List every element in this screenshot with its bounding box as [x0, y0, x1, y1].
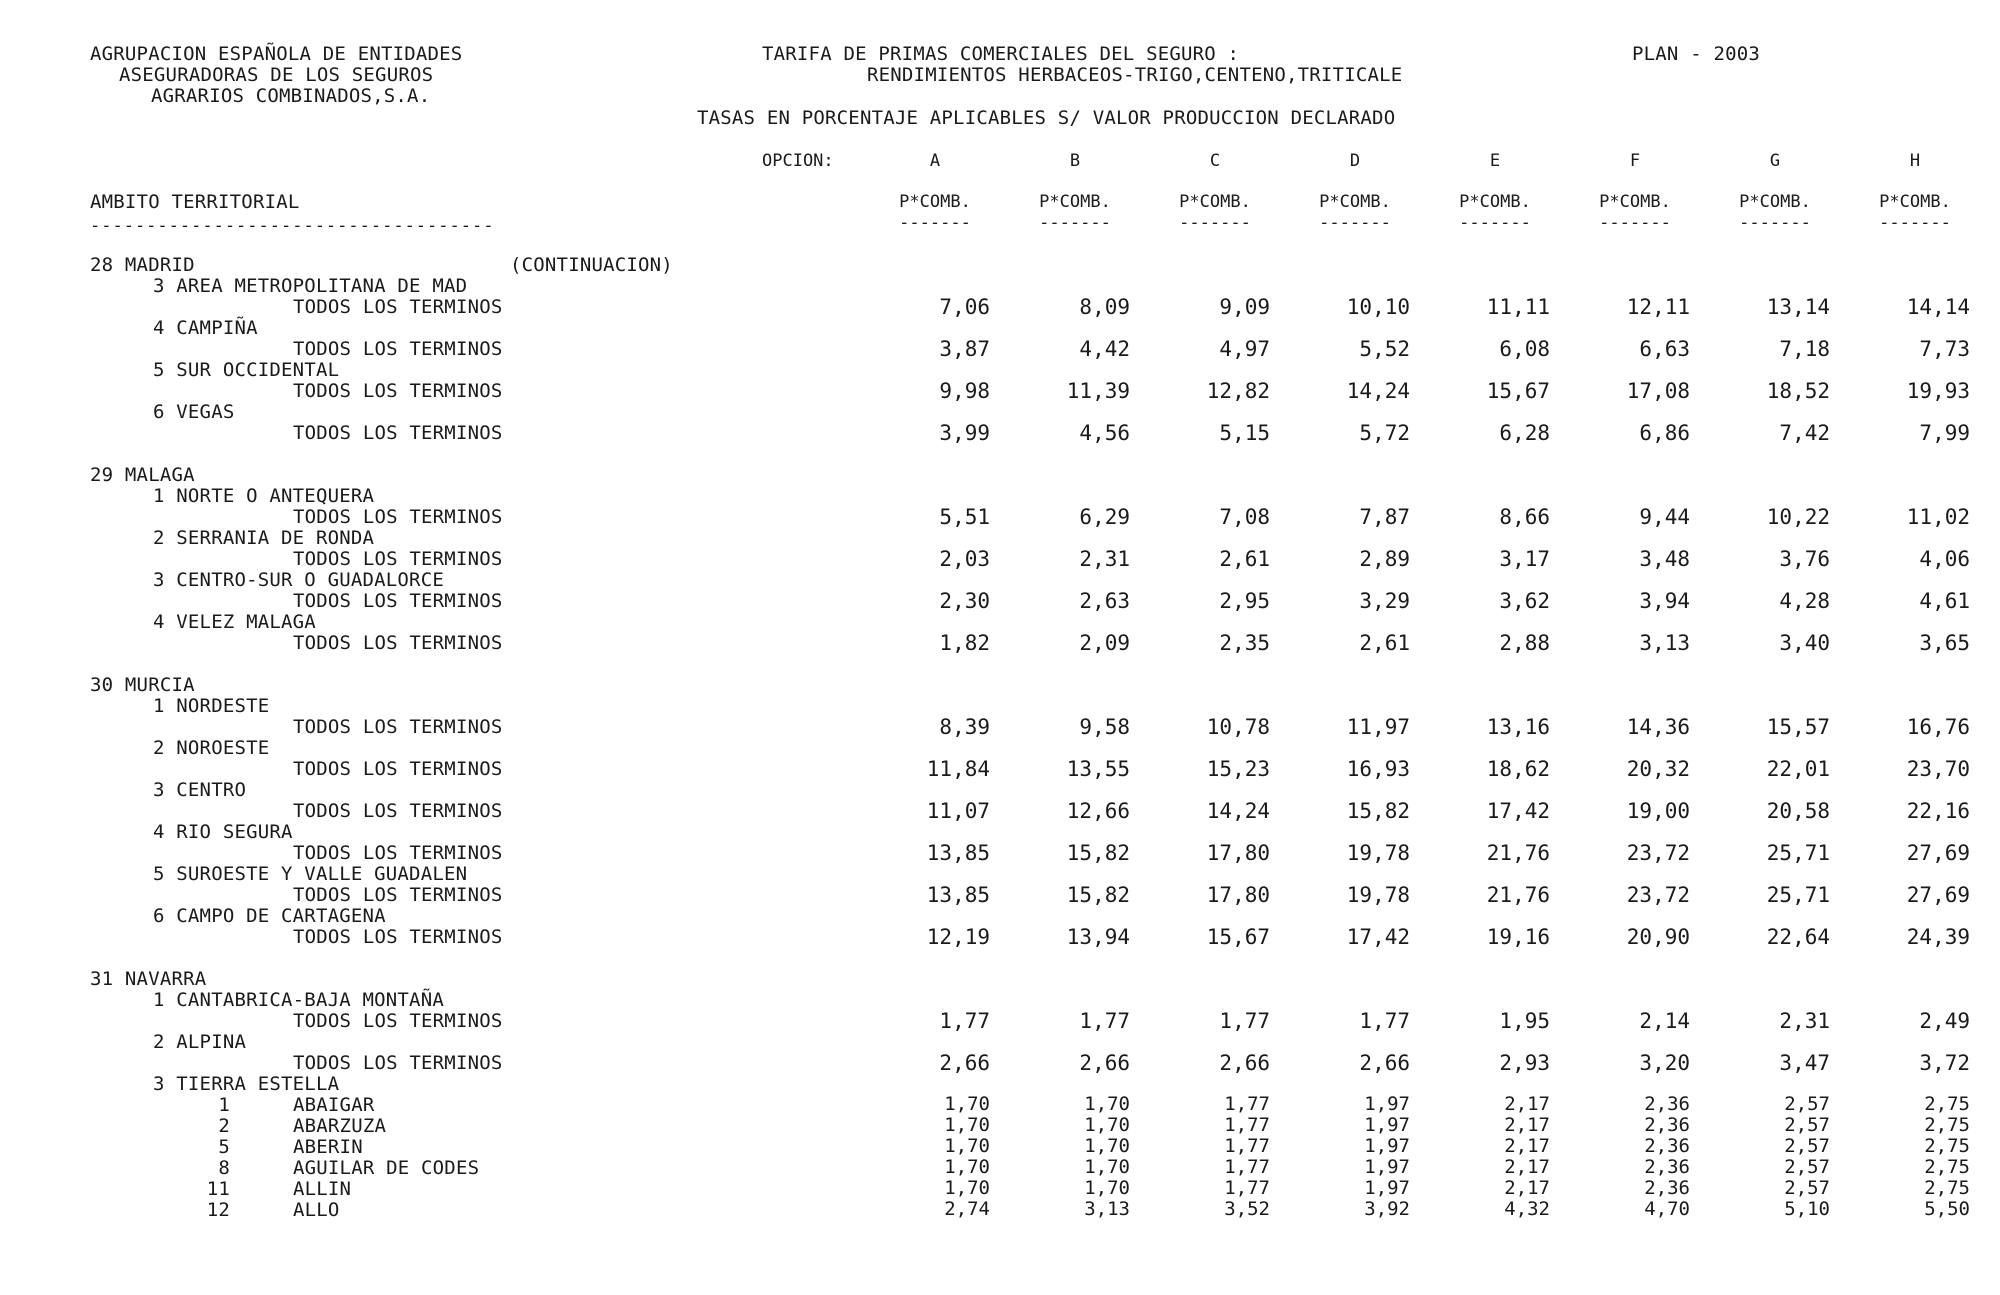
rate-value-b: 2,63	[1079, 589, 1130, 613]
term-label: TODOS LOS TERMINOS	[293, 632, 503, 654]
rate-value-c: 12,82	[1206, 379, 1270, 403]
province-label: 30 MURCIA	[90, 674, 195, 696]
rate-value-d: 1,97	[1364, 1093, 1410, 1115]
rate-value-h: 11,02	[1906, 505, 1970, 529]
rate-value-f: 20,90	[1626, 925, 1690, 949]
comarca-label: 2 NOROESTE	[153, 737, 270, 759]
rate-value-a: 1,82	[939, 631, 990, 655]
term-label: TODOS LOS TERMINOS	[293, 590, 503, 612]
rate-value-g: 15,57	[1766, 715, 1830, 739]
municipality-code: 8	[218, 1157, 230, 1179]
column-header-underline: -------	[1599, 213, 1671, 233]
option-letter-g: G	[1769, 151, 1781, 171]
rate-value-f: 2,36	[1644, 1135, 1690, 1157]
plan-label: PLAN - 2003	[1632, 43, 1761, 65]
rate-value-f: 12,11	[1626, 295, 1690, 319]
rate-value-c: 2,95	[1219, 589, 1270, 613]
rate-value-e: 6,28	[1499, 421, 1550, 445]
rate-value-c: 1,77	[1219, 1009, 1270, 1033]
rate-value-b: 1,70	[1084, 1135, 1130, 1157]
column-header-p-comb: P*COMB.	[1459, 192, 1531, 212]
column-header-p-comb: P*COMB.	[1879, 192, 1951, 212]
rate-value-a: 12,19	[926, 925, 990, 949]
rate-value-b: 2,66	[1079, 1051, 1130, 1075]
comarca-label: 1 CANTABRICA-BAJA MONTAÑA	[153, 989, 444, 1011]
rate-value-g: 20,58	[1766, 799, 1830, 823]
rate-value-c: 1,77	[1224, 1156, 1270, 1178]
rate-value-b: 1,70	[1084, 1156, 1130, 1178]
term-label: TODOS LOS TERMINOS	[293, 338, 503, 360]
comarca-label: 2 SERRANIA DE RONDA	[153, 527, 375, 549]
rate-value-h: 27,69	[1906, 883, 1970, 907]
term-label: TODOS LOS TERMINOS	[293, 422, 503, 444]
rate-value-a: 1,70	[944, 1135, 990, 1157]
rate-value-g: 25,71	[1766, 841, 1830, 865]
rate-value-f: 6,86	[1639, 421, 1690, 445]
rate-value-d: 1,97	[1364, 1177, 1410, 1199]
rate-value-h: 2,75	[1924, 1135, 1970, 1157]
column-header-p-comb: P*COMB.	[1739, 192, 1811, 212]
rate-value-b: 15,82	[1066, 841, 1130, 865]
term-label: TODOS LOS TERMINOS	[293, 506, 503, 528]
rate-value-h: 2,49	[1919, 1009, 1970, 1033]
rate-value-f: 2,36	[1644, 1156, 1690, 1178]
rate-value-a: 5,51	[939, 505, 990, 529]
rate-value-d: 17,42	[1346, 925, 1410, 949]
rate-value-c: 2,66	[1219, 1051, 1270, 1075]
rate-value-a: 1,70	[944, 1114, 990, 1136]
comarca-label: 6 VEGAS	[153, 401, 235, 423]
org-name-line3: AGRARIOS COMBINADOS,S.A.	[151, 85, 431, 107]
rate-value-c: 15,23	[1206, 757, 1270, 781]
term-label: TODOS LOS TERMINOS	[293, 926, 503, 948]
rate-value-c: 7,08	[1219, 505, 1270, 529]
rate-value-g: 2,57	[1784, 1177, 1830, 1199]
column-header-underline: -------	[1459, 213, 1531, 233]
rate-value-h: 23,70	[1906, 757, 1970, 781]
rate-value-g: 25,71	[1766, 883, 1830, 907]
rate-value-g: 2,31	[1779, 1009, 1830, 1033]
rate-value-e: 19,16	[1486, 925, 1550, 949]
rate-value-d: 14,24	[1346, 379, 1410, 403]
rate-value-a: 3,99	[939, 421, 990, 445]
rate-value-d: 2,61	[1359, 631, 1410, 655]
rate-value-e: 2,93	[1499, 1051, 1550, 1075]
rate-value-d: 7,87	[1359, 505, 1410, 529]
term-label: TODOS LOS TERMINOS	[293, 1010, 503, 1032]
rate-value-f: 14,36	[1626, 715, 1690, 739]
rate-value-h: 4,61	[1919, 589, 1970, 613]
rate-value-c: 1,77	[1224, 1114, 1270, 1136]
org-name-line2: ASEGURADORAS DE LOS SEGUROS	[119, 64, 434, 86]
rate-value-e: 4,32	[1504, 1198, 1550, 1220]
rate-value-h: 27,69	[1906, 841, 1970, 865]
rate-value-h: 2,75	[1924, 1177, 1970, 1199]
rates-subtitle: TASAS EN PORCENTAJE APLICABLES S/ VALOR PRODUCCION DECLARADO	[697, 107, 1396, 129]
rate-value-b: 6,29	[1079, 505, 1130, 529]
column-header-p-comb: P*COMB.	[899, 192, 971, 212]
rate-value-g: 3,40	[1779, 631, 1830, 655]
rate-value-a: 13,85	[926, 841, 990, 865]
rate-value-b: 8,09	[1079, 295, 1130, 319]
rate-value-b: 4,42	[1079, 337, 1130, 361]
rate-value-g: 2,57	[1784, 1135, 1830, 1157]
rate-value-a: 2,66	[939, 1051, 990, 1075]
rate-value-d: 1,77	[1359, 1009, 1410, 1033]
rate-value-a: 2,30	[939, 589, 990, 613]
rate-value-a: 7,06	[939, 295, 990, 319]
tariff-title-line2: RENDIMIENTOS HERBACEOS-TRIGO,CENTENO,TRITICALE	[867, 64, 1403, 86]
rate-value-c: 9,09	[1219, 295, 1270, 319]
rate-value-e: 13,16	[1486, 715, 1550, 739]
ambito-underline: ------------------------------------	[90, 216, 495, 236]
rate-value-b: 2,31	[1079, 547, 1130, 571]
column-header-underline: -------	[1879, 213, 1951, 233]
rate-value-a: 2,03	[939, 547, 990, 571]
rate-value-d: 10,10	[1346, 295, 1410, 319]
rate-value-g: 3,47	[1779, 1051, 1830, 1075]
rate-value-c: 2,35	[1219, 631, 1270, 655]
comarca-label: 1 NORDESTE	[153, 695, 270, 717]
option-letter-a: A	[929, 151, 941, 171]
rate-value-f: 19,00	[1626, 799, 1690, 823]
rate-value-b: 3,13	[1084, 1198, 1130, 1220]
rate-value-d: 1,97	[1364, 1156, 1410, 1178]
ambito-territorial-label: AMBITO TERRITORIAL	[90, 191, 300, 213]
rate-value-c: 5,15	[1219, 421, 1270, 445]
rate-value-e: 21,76	[1486, 883, 1550, 907]
rate-value-c: 2,61	[1219, 547, 1270, 571]
column-header-underline: -------	[899, 213, 971, 233]
rate-value-f: 4,70	[1644, 1198, 1690, 1220]
org-name-line1: AGRUPACION ESPAÑOLA DE ENTIDADES	[90, 43, 463, 65]
rate-value-b: 9,58	[1079, 715, 1130, 739]
rate-value-d: 16,93	[1346, 757, 1410, 781]
rate-value-a: 1,77	[939, 1009, 990, 1033]
rate-value-c: 17,80	[1206, 841, 1270, 865]
rate-value-e: 8,66	[1499, 505, 1550, 529]
rate-value-h: 2,75	[1924, 1156, 1970, 1178]
rate-value-a: 13,85	[926, 883, 990, 907]
municipality-code: 2	[218, 1115, 230, 1137]
rate-value-e: 2,17	[1504, 1156, 1550, 1178]
rate-value-b: 4,56	[1079, 421, 1130, 445]
comarca-label: 3 AREA METROPOLITANA DE MAD	[153, 275, 468, 297]
province-label: 31 NAVARRA	[90, 968, 207, 990]
rate-value-f: 6,63	[1639, 337, 1690, 361]
term-label: TODOS LOS TERMINOS	[293, 380, 503, 402]
rate-value-f: 2,36	[1644, 1093, 1690, 1115]
rate-value-g: 2,57	[1784, 1093, 1830, 1115]
term-label: TODOS LOS TERMINOS	[293, 716, 503, 738]
rate-value-d: 3,29	[1359, 589, 1410, 613]
rate-value-b: 1,70	[1084, 1114, 1130, 1136]
opcion-label: OPCION:	[762, 151, 834, 171]
rate-value-e: 3,17	[1499, 547, 1550, 571]
comarca-label: 5 SUR OCCIDENTAL	[153, 359, 340, 381]
comarca-label: 3 CENTRO	[153, 779, 247, 801]
rate-value-c: 14,24	[1206, 799, 1270, 823]
rate-value-c: 1,77	[1224, 1093, 1270, 1115]
rate-value-d: 11,97	[1346, 715, 1410, 739]
rate-value-e: 1,95	[1499, 1009, 1550, 1033]
municipality-code: 12	[206, 1199, 230, 1221]
column-header-p-comb: P*COMB.	[1319, 192, 1391, 212]
rate-value-g: 10,22	[1766, 505, 1830, 529]
option-letter-b: B	[1069, 151, 1081, 171]
rate-value-f: 2,36	[1644, 1114, 1690, 1136]
term-label: TODOS LOS TERMINOS	[293, 800, 503, 822]
rate-value-f: 20,32	[1626, 757, 1690, 781]
rate-value-g: 13,14	[1766, 295, 1830, 319]
rate-value-h: 22,16	[1906, 799, 1970, 823]
rate-value-e: 18,62	[1486, 757, 1550, 781]
muni-label: ABERIN	[293, 1136, 363, 1158]
rate-value-d: 5,52	[1359, 337, 1410, 361]
term-label: TODOS LOS TERMINOS	[293, 842, 503, 864]
rate-value-b: 13,94	[1066, 925, 1130, 949]
column-header-underline: -------	[1039, 213, 1111, 233]
rate-value-c: 15,67	[1206, 925, 1270, 949]
rate-value-b: 1,77	[1079, 1009, 1130, 1033]
rate-value-f: 3,48	[1639, 547, 1690, 571]
rate-value-h: 14,14	[1906, 295, 1970, 319]
rate-value-h: 19,93	[1906, 379, 1970, 403]
term-label: TODOS LOS TERMINOS	[293, 548, 503, 570]
option-letter-e: E	[1489, 151, 1501, 171]
rate-value-e: 2,17	[1504, 1114, 1550, 1136]
rate-value-d: 1,97	[1364, 1114, 1410, 1136]
rate-value-a: 11,84	[926, 757, 990, 781]
muni-label: ABARZUZA	[293, 1115, 387, 1137]
option-letter-h: H	[1909, 151, 1921, 171]
muni-label: AGUILAR DE CODES	[293, 1157, 480, 1179]
comarca-label: 6 CAMPO DE CARTAGENA	[153, 905, 386, 927]
column-header-underline: -------	[1739, 213, 1811, 233]
municipality-code: 11	[206, 1178, 230, 1200]
muni-label: ABAIGAR	[293, 1094, 375, 1116]
rate-value-f: 23,72	[1626, 883, 1690, 907]
rate-value-c: 1,77	[1224, 1135, 1270, 1157]
rate-value-a: 2,74	[944, 1198, 990, 1220]
tariff-title-line1: TARIFA DE PRIMAS COMERCIALES DEL SEGURO :	[762, 43, 1240, 65]
rate-value-c: 10,78	[1206, 715, 1270, 739]
term-label: TODOS LOS TERMINOS	[293, 296, 503, 318]
rate-value-a: 11,07	[926, 799, 990, 823]
rate-value-c: 4,97	[1219, 337, 1270, 361]
rate-value-e: 3,62	[1499, 589, 1550, 613]
rate-value-f: 2,36	[1644, 1177, 1690, 1199]
rate-value-d: 2,66	[1359, 1051, 1410, 1075]
rate-value-g: 22,01	[1766, 757, 1830, 781]
rate-value-e: 6,08	[1499, 337, 1550, 361]
rate-value-e: 2,17	[1504, 1135, 1550, 1157]
rate-value-a: 9,98	[939, 379, 990, 403]
rate-value-f: 17,08	[1626, 379, 1690, 403]
column-header-p-comb: P*COMB.	[1179, 192, 1251, 212]
province-label: 28 MADRID	[90, 254, 195, 276]
rate-value-d: 2,89	[1359, 547, 1410, 571]
rate-value-d: 19,78	[1346, 883, 1410, 907]
column-header-p-comb: P*COMB.	[1599, 192, 1671, 212]
rate-value-d: 5,72	[1359, 421, 1410, 445]
rate-value-e: 17,42	[1486, 799, 1550, 823]
comarca-label: 4 RIO SEGURA	[153, 821, 293, 843]
rate-value-g: 18,52	[1766, 379, 1830, 403]
rate-value-g: 22,64	[1766, 925, 1830, 949]
rate-value-a: 1,70	[944, 1093, 990, 1115]
rate-value-h: 2,75	[1924, 1093, 1970, 1115]
term-label: TODOS LOS TERMINOS	[293, 1052, 503, 1074]
column-header-underline: -------	[1319, 213, 1391, 233]
term-label: TODOS LOS TERMINOS	[293, 758, 503, 780]
rate-value-f: 2,14	[1639, 1009, 1690, 1033]
rate-value-f: 9,44	[1639, 505, 1690, 529]
rate-value-b: 1,70	[1084, 1093, 1130, 1115]
rate-value-a: 1,70	[944, 1177, 990, 1199]
rate-value-f: 3,13	[1639, 631, 1690, 655]
rate-value-a: 8,39	[939, 715, 990, 739]
comarca-label: 1 NORTE O ANTEQUERA	[153, 485, 375, 507]
rate-value-e: 2,88	[1499, 631, 1550, 655]
rate-value-h: 24,39	[1906, 925, 1970, 949]
rate-value-b: 15,82	[1066, 883, 1130, 907]
rate-value-g: 3,76	[1779, 547, 1830, 571]
rate-value-h: 16,76	[1906, 715, 1970, 739]
municipality-code: 5	[218, 1136, 230, 1158]
rate-value-b: 2,09	[1079, 631, 1130, 655]
rate-value-e: 15,67	[1486, 379, 1550, 403]
rate-value-b: 13,55	[1066, 757, 1130, 781]
rate-value-h: 2,75	[1924, 1114, 1970, 1136]
rate-value-a: 1,70	[944, 1156, 990, 1178]
rate-value-f: 3,20	[1639, 1051, 1690, 1075]
rate-value-e: 21,76	[1486, 841, 1550, 865]
rate-value-b: 1,70	[1084, 1177, 1130, 1199]
option-letter-d: D	[1349, 151, 1361, 171]
muni-label: ALLIN	[293, 1178, 352, 1200]
rate-value-g: 7,18	[1779, 337, 1830, 361]
rate-value-e: 2,17	[1504, 1093, 1550, 1115]
rate-value-g: 5,10	[1784, 1198, 1830, 1220]
comarca-label: 4 CAMPIÑA	[153, 317, 258, 339]
province-label: 29 MALAGA	[90, 464, 195, 486]
comarca-label: 2 ALPINA	[153, 1031, 247, 1053]
rate-value-h: 3,72	[1919, 1051, 1970, 1075]
option-letter-f: F	[1629, 151, 1641, 171]
rate-value-g: 2,57	[1784, 1156, 1830, 1178]
rate-value-f: 23,72	[1626, 841, 1690, 865]
rate-value-h: 5,50	[1924, 1198, 1970, 1220]
rate-value-b: 12,66	[1066, 799, 1130, 823]
column-header-underline: -------	[1179, 213, 1251, 233]
municipality-code: 1	[218, 1094, 230, 1116]
option-letter-c: C	[1209, 151, 1221, 171]
rate-value-d: 15,82	[1346, 799, 1410, 823]
muni-label: ALLO	[293, 1199, 340, 1221]
rate-value-d: 1,97	[1364, 1135, 1410, 1157]
comarca-label: 3 TIERRA ESTELLA	[153, 1073, 340, 1095]
rate-value-e: 11,11	[1486, 295, 1550, 319]
rate-value-a: 3,87	[939, 337, 990, 361]
rate-value-f: 3,94	[1639, 589, 1690, 613]
rate-value-c: 17,80	[1206, 883, 1270, 907]
rate-value-h: 7,73	[1919, 337, 1970, 361]
rate-value-g: 7,42	[1779, 421, 1830, 445]
column-header-p-comb: P*COMB.	[1039, 192, 1111, 212]
rate-value-c: 1,77	[1224, 1177, 1270, 1199]
rate-value-c: 3,52	[1224, 1198, 1270, 1220]
rate-value-e: 2,17	[1504, 1177, 1550, 1199]
rate-value-d: 3,92	[1364, 1198, 1410, 1220]
comarca-label: 3 CENTRO-SUR O GUADALORCE	[153, 569, 444, 591]
rate-value-h: 7,99	[1919, 421, 1970, 445]
rate-value-h: 4,06	[1919, 547, 1970, 571]
rate-value-h: 3,65	[1919, 631, 1970, 655]
continuation-label: (CONTINUACION)	[510, 254, 673, 276]
rate-value-g: 4,28	[1779, 589, 1830, 613]
comarca-label: 5 SUROESTE Y VALLE GUADALEN	[153, 863, 468, 885]
term-label: TODOS LOS TERMINOS	[293, 884, 503, 906]
comarca-label: 4 VELEZ MALAGA	[153, 611, 316, 633]
rate-value-d: 19,78	[1346, 841, 1410, 865]
rate-value-g: 2,57	[1784, 1114, 1830, 1136]
rate-value-b: 11,39	[1066, 379, 1130, 403]
